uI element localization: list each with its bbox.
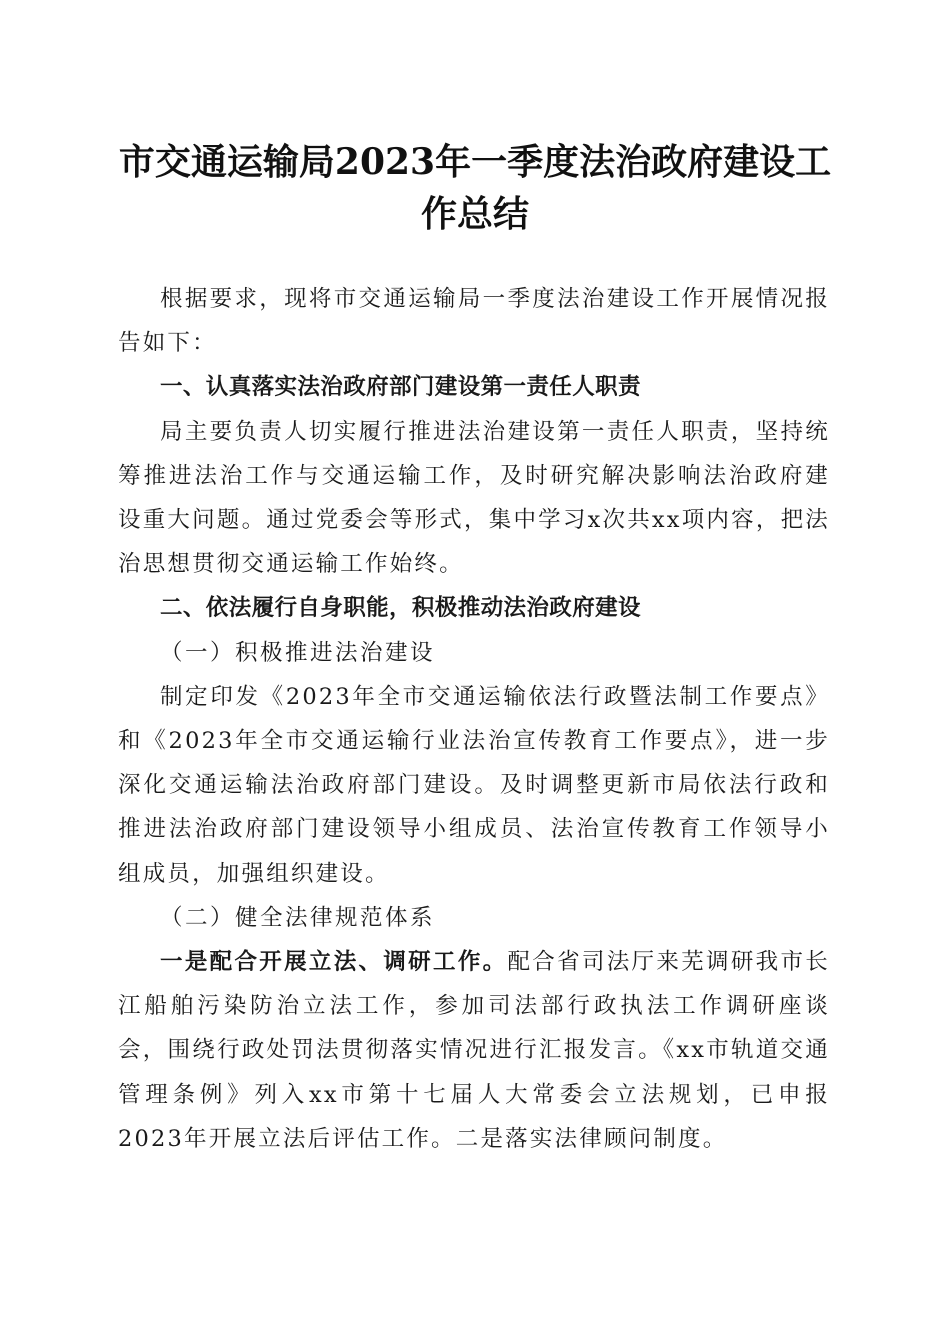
intro-paragraph: 根据要求，现将市交通运输局一季度法治建设工作开展情况报告如下：	[118, 286, 830, 357]
subsection-2-1-heading: （一）积极推进法治建设	[160, 639, 436, 666]
section-1-paragraph: 局主要负责人切实履行推进法治建设第一责任人职责，坚持统筹推进法治工作与交通运输工作，及时研究解决影响法治政府建设重大问题。通过党委会等形式，集中学习x次共xx项内容，把法治思想贯彻交通运输工作始终。	[118, 418, 830, 578]
section-2-heading: 二、依法履行自身职能，积极推动法治政府建设	[160, 595, 641, 622]
document-body	[118, 277, 830, 1161]
document-title: 市交通运输局2023年一季度法治政府建设工作总结	[118, 141, 832, 235]
subsection-2-2-paragraph	[118, 940, 830, 1161]
subsection-2-2-text: 配合省司法厅来芜调研我市长江船舶污染防治立法工作，参加司法部行政执法工作调研座谈会，围绕行政处罚法贯彻落实情况进行汇报发言。《xx市轨道交通管理条例》列入xx市第十七届人大常委会立法规划，已申报2023年开展立法后评估工作。二是落实法律顾问制度。	[118, 949, 830, 1152]
subsection-2-2-lead: 一是配合开展立法、调研工作。	[160, 949, 508, 976]
section-1-heading: 一、认真落实法治政府部门建设第一责任人职责	[160, 374, 641, 401]
subsection-2-1-paragraph: 制定印发《2023年全市交通运输依法行政暨法制工作要点》和《2023年全市交通运输行业法治宣传教育工作要点》，进一步深化交通运输法治政府部门建设。及时调整更新市局依法行政和推进法治政府部门建设领导小组成员、法治宣传教育工作领导小组成员，加强组织建设。	[118, 683, 830, 887]
subsection-2-2-heading: （二）健全法律规范体系	[160, 904, 436, 931]
